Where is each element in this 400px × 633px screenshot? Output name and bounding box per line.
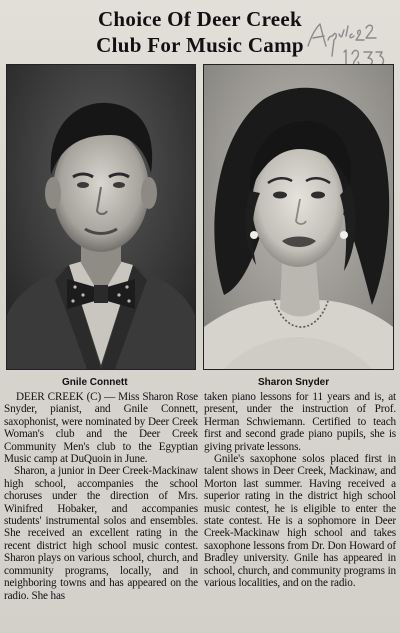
handwritten-date-note bbox=[304, 12, 394, 72]
article-paragraph: taken piano lessons for 11 years and is, at present, under the instruction of Prof. Herman Schwiemann. Certified to teach first and second grade piano pupils, she is giving private lessons. bbox=[204, 391, 396, 453]
article-column-left bbox=[4, 391, 198, 602]
portrait-photo-sharon-snyder bbox=[203, 64, 394, 370]
photo-caption-left: Gnile Connett bbox=[62, 377, 128, 388]
photo-caption-right: Sharon Snyder bbox=[258, 377, 330, 388]
article-paragraph: Gnile's saxophone solos placed first in talent shows in Deer Creek, Mackinaw, and Morton last summer. Having received a superior rating in the district high school music contest, he is eligible to enter the state contest. He is a sophomore in Deer Creek-Mackinaw high school and takes saxophone lessons from Dr. Don Howard of Bradley university. Gnile has appeared in school, church, and community programs in various localities, and on the radio. bbox=[204, 453, 396, 590]
headline-line-2: Club For Music Camp bbox=[96, 33, 304, 57]
article-paragraph: Sharon, a junior in Deer Creek-Mackinaw high school, accompanies the school choruses under the direction of Mrs. Winifred Hobaker, and accompanies students' instrumental solos and ensembles. She received an excellent rating in the recent district high school music contest. Sharon plays on various school, church, and community programs, locally, and in neighboring towns and has appeared on the radio. She has bbox=[4, 465, 198, 602]
article-paragraph: DEER CREEK (C) — Miss Sharon Rose Snyder, pianist, and Gnile Connett, saxophonist, were nominated by Deer Creek Woman's club and the Deer Creek Community Men's club to the Egyptian Music camp at DuQuoin in June. bbox=[4, 391, 198, 466]
portrait-photo-gnile-connett bbox=[6, 64, 196, 370]
headline-line-1: Choice Of Deer Creek bbox=[97, 7, 303, 31]
article-column-right bbox=[204, 391, 396, 590]
